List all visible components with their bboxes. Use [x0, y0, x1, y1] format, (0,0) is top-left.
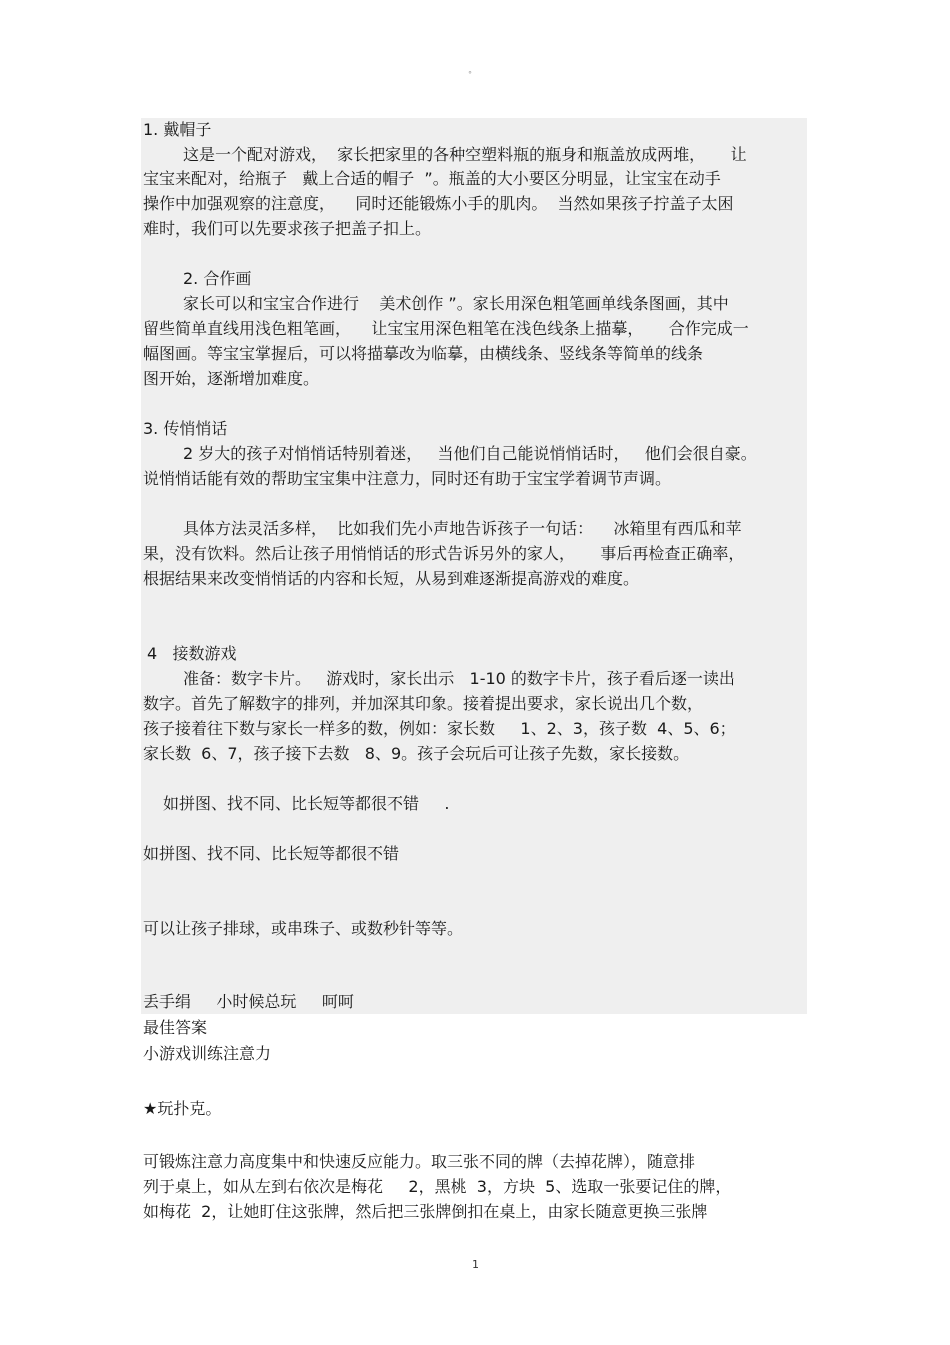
text-line: 说悄悄话能有效的帮助宝宝集中注意力，同时还有助于宝宝学着调节声调。	[143, 469, 672, 488]
text-line: 这是一个配对游戏， 家长把家里的各种空塑料瓶的瓶身和瓶盖放成两堆， 让	[183, 145, 747, 164]
text-line: 小游戏训练注意力	[143, 1044, 272, 1063]
text-line: 列于桌上，如从左到右依次是梅花 2，黑桃 3，方块 5、选取一张要记住的牌，	[143, 1177, 732, 1196]
top-mark: °	[468, 70, 472, 79]
text-line: 最佳答案	[143, 1018, 208, 1037]
text-line: 2. 合作画	[183, 269, 252, 288]
text-line: 宝宝来配对，给瓶子 戴上合适的帽子 ”。瓶盖的大小要区分明显，让宝宝在动手	[143, 169, 721, 188]
page-number: 1	[472, 1258, 479, 1271]
text-line: 如拼图、找不同、比长短等都很不错	[143, 844, 400, 863]
text-line: 可锻炼注意力高度集中和快速反应能力。取三张不同的牌（去掉花牌），随意排	[143, 1152, 696, 1171]
text-line: 4 接数游戏	[147, 644, 237, 663]
text-line: 如梅花 2，让她盯住这张牌，然后把三张牌倒扣在桌上，由家长随意更换三张牌	[143, 1202, 708, 1221]
text-line: 孩子接着往下数与家长一样多的数，例如：家长数 1、2、3，孩子数 4、5、6；	[143, 719, 736, 738]
text-line: 如拼图、找不同、比长短等都很不错 .	[163, 794, 450, 813]
text-line: 幅图画。等宝宝掌握后，可以将描摹改为临摹，由横线条、竖线条等简单的线条	[143, 344, 704, 363]
text-line: 图开始，逐渐增加难度。	[143, 369, 320, 388]
text-line: 家长数 6、7，孩子接下去数 8、9。孩子会玩后可让孩子先数，家长接数。	[143, 744, 690, 763]
text-line: 留些简单直线用浅色粗笔画， 让宝宝用深色粗笔在浅色线条上描摹， 合作完成一	[143, 319, 749, 338]
text-line: 1. 戴帽子	[143, 120, 212, 139]
text-line: 果，没有饮料。然后让孩子用悄悄话的形式告诉另外的家人， 事后再检查正确率，	[143, 544, 745, 563]
text-line: 操作中加强观察的注意度， 同时还能锻炼小手的肌肉。 当然如果孩子拧盖子太困	[143, 194, 734, 213]
text-line: 难时，我们可以先要求孩子把盖子扣上。	[143, 219, 432, 238]
text-line: 家长可以和宝宝合作进行 美术创作 ”。家长用深色粗笔画单线条图画，其中	[183, 294, 729, 313]
text-line: ★玩扑克。	[143, 1099, 222, 1118]
text-line: 具体方法灵活多样， 比如我们先小声地告诉孩子一句话： 冰箱里有西瓜和苹	[183, 519, 742, 538]
text-line: 丢手绢 小时候总玩 呵呵	[143, 992, 354, 1011]
text-line: 根据结果来改变悄悄话的内容和长短，从易到难逐渐提高游戏的难度。	[143, 569, 640, 588]
text-line: 2 岁大的孩子对悄悄话特别着迷， 当他们自己能说悄悄话时， 他们会很自豪。	[183, 444, 757, 463]
text-line: 3. 传悄悄话	[143, 419, 228, 438]
text-line: 数字。首先了解数字的排列，并加深其印象。接着提出要求，家长说出几个数，	[143, 694, 704, 713]
highlighted-text-block	[141, 118, 807, 1014]
text-line: 可以让孩子排球，或串珠子、或数秒针等等。	[143, 919, 464, 938]
text-line: 准备：数字卡片。 游戏时，家长出示 1-10 的数字卡片，孩子看后逐一读出	[183, 669, 735, 688]
